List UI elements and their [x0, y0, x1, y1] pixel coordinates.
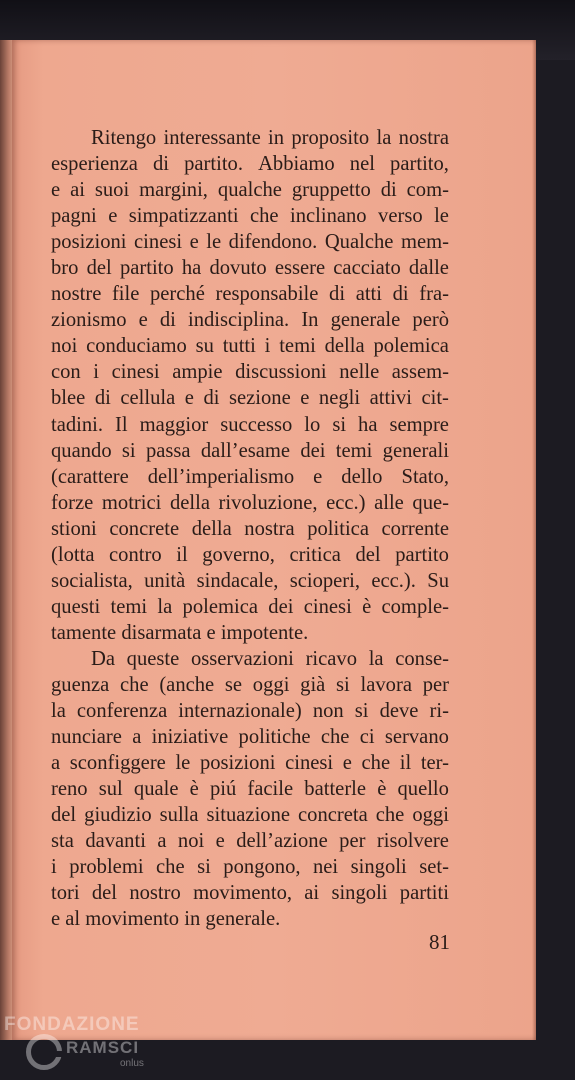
body-text: [51, 125, 449, 932]
text-line: reno sul quale è piú facile batterle è quello: [51, 778, 449, 801]
page-edge-shadow: [532, 40, 536, 1040]
text-line: tadini. Il maggior successo lo si ha sempre: [51, 413, 449, 436]
text-line: blee di cellula e di sezione e negli attivi cit-: [51, 387, 449, 410]
text-line: la conferenza internazionale) non si deve ri-: [51, 700, 449, 723]
text-line: noi conduciamo su tutti i temi della polemica: [51, 335, 449, 358]
text-line: nostre file perché responsabile di atti di fra-: [51, 283, 449, 306]
text-line: con i cinesi ampie discussioni nelle assem-: [51, 361, 449, 384]
paragraph-1: [51, 125, 449, 646]
text-line: e ai suoi margini, qualche gruppetto di com-: [51, 179, 449, 202]
text-line: (carattere dell’imperialismo e dello Stato,: [51, 465, 449, 488]
text-line: forze motrici della rivoluzione, ecc.) alle que-: [51, 491, 449, 514]
text-line: bro del partito ha dovuto essere cacciato dalle: [51, 257, 449, 280]
text-line: sta davanti a noi e dell’azione per risolvere: [51, 830, 449, 853]
text-line: guenza che (anche se oggi già si lavora per: [51, 673, 449, 696]
text-line: a sconfiggere le posizioni cinesi e che il ter-: [51, 752, 449, 775]
watermark-line-3: onlus: [120, 1058, 144, 1069]
watermark-line-2: RAMSCI: [66, 1038, 140, 1057]
watermark-line-1: FONDAZIONE: [4, 1014, 140, 1035]
text-line: e al movimento in generale.: [51, 908, 281, 931]
paragraph-2: [51, 646, 449, 933]
text-line: Da queste osservazioni ricavo la conse-: [91, 647, 449, 670]
text-line: posizioni cinesi e le difendono. Qualche mem-: [51, 231, 449, 254]
text-line: quando si passa dall’esame dei temi generali: [51, 439, 449, 462]
text-line: (lotta contro il governo, critica del partito: [51, 543, 449, 566]
text-line: Ritengo interessante in proposito la nostra: [91, 127, 449, 149]
text-line: stioni concrete della nostra politica corrente: [51, 517, 449, 540]
text-line: pagni e simpatizzanti che inclinano verso le: [51, 205, 449, 228]
text-line: i problemi che si pongono, nei singoli set-: [51, 856, 449, 879]
book-page: [12, 40, 536, 1040]
page-number: 81: [429, 930, 450, 954]
text-line: zionismo e di indisciplina. In generale però: [51, 309, 449, 332]
text-line: tamente disarmata e impotente.: [51, 621, 309, 644]
text-line: socialista, unità sindacale, scioperi, ecc.). Su: [51, 569, 449, 592]
text-line: questi temi la polemica dei cinesi è comple-: [51, 595, 449, 618]
text-line: tori del nostro movimento, ai singoli partiti: [51, 882, 449, 905]
text-line: esperienza di partito. Abbiamo nel partito,: [51, 153, 449, 176]
text-line: nunciare a iniziative politiche che ci servano: [51, 726, 449, 749]
text-line: del giudizio sulla situazione concreta che oggi: [51, 804, 449, 827]
